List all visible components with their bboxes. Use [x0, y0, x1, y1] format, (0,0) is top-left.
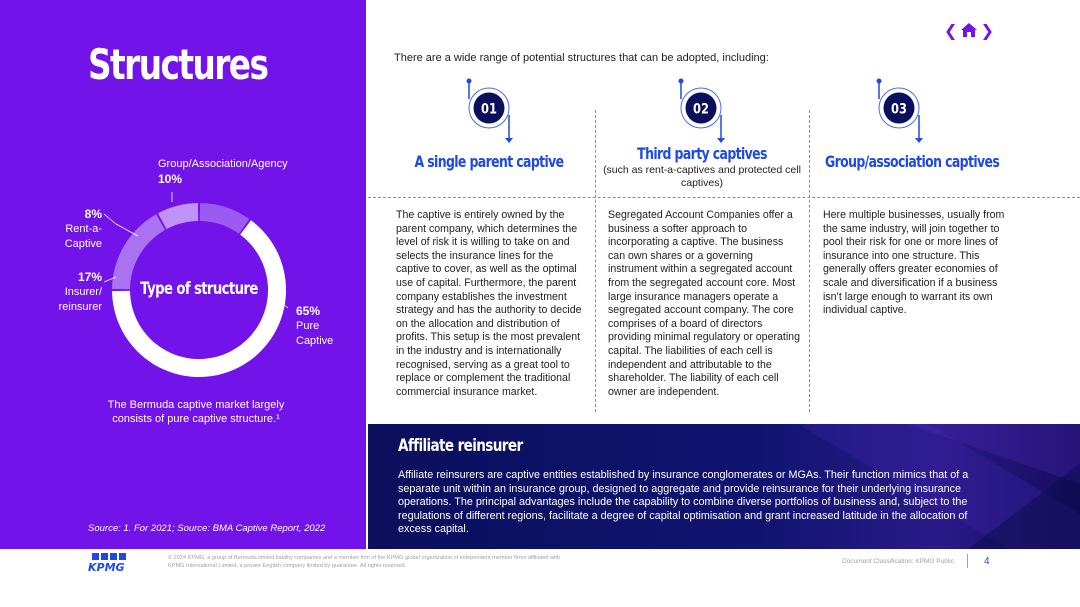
divider-v1: [595, 110, 596, 412]
donut-slice-rent-a-captive: [158, 203, 198, 229]
label-insurer-pct: 17%: [77, 270, 102, 284]
label-rent-name: Rent-a-Captive: [64, 223, 102, 250]
col-1-body: The captive is entirely owned by the parent company, which determines the level of risk it is willing to take on and selects the insurance lines for the captive to cover, as well as the optimal use of capital. Furthermore, the parent company establishes the investment strategy and has the authority to decide on the allocation and distribution of profits. This setup is the most prevalent in the industry and is internationally recognised, serving as a great tool to replace or complement the traditional commercial insurance market.: [396, 209, 582, 398]
home-icon[interactable]: [960, 22, 978, 43]
label-rent-pct: 8%: [84, 207, 102, 221]
footer-classification: Document Classification: KPMG Public: [842, 558, 954, 565]
badge-02: [676, 75, 726, 149]
col-3-title: Group/association captives: [825, 152, 1000, 171]
label-rent: [58, 207, 102, 252]
divider-v2: [809, 110, 810, 412]
label-pure-pct: 65%: [296, 304, 321, 318]
badge-01-number: 01: [481, 101, 497, 118]
badge-02-number: 02: [693, 101, 709, 118]
label-group-pct: 10%: [158, 172, 183, 186]
badge-03-number: 03: [891, 101, 907, 118]
label-pure: [296, 304, 340, 349]
slide-nav: [944, 22, 994, 42]
label-group: [158, 157, 288, 187]
col-2-title: Third party captives: [637, 144, 767, 163]
footer-separator: [967, 554, 968, 568]
col-3-body: Here multiple businesses, usually from the same industry, will join together to pool their risk for one or more lines of insurance into one structure. This generally offers greater economies of scale and diversification if a business isn’t large enough to warrant its own individual captive.: [823, 209, 1005, 317]
col-1-title: A single parent captive: [414, 152, 564, 171]
donut-center-label: Type of structure: [140, 278, 258, 299]
page-title: Structures: [88, 40, 268, 89]
affiliate-title: Affiliate reinsurer: [398, 436, 523, 456]
affiliate-banner: [368, 424, 1080, 549]
intro-text: There are a wide range of potential structures that can be adopted, including:: [394, 52, 769, 64]
leader-rent-2: [116, 224, 138, 236]
chevron-right-icon[interactable]: ❯: [980, 23, 994, 40]
kpmg-logo-text: KPMG: [88, 561, 125, 573]
market-note: The Bermuda captive market largely consists of pure captive structure.¹: [107, 399, 285, 425]
footer-legal: © 2024 KPMG, a group of Bermuda limited liability companies and a member firm of the KPMG global organization of independent member firms affiliated with KPMG International Limited, a private English company limited by guarantee. All rights reserved.: [168, 555, 561, 569]
page-number: 4: [984, 556, 990, 567]
col-2-body: Segregated Account Companies offer a business a softer approach to incorporating a captive. The business can own shares or a governing instrument within a segregated account from the segregated account core. Most large insurance managers operate a segregated account company. The core comprises of a board of directors providing minimal regulatory or operating capital. The liabilities of each cell is independent and attributable to the shareholder. The liability of each cell owner are independent.: [608, 209, 800, 398]
donut-slice-group-association-agency: [200, 203, 249, 234]
label-group-name: Group/Association/Agency: [158, 158, 288, 170]
left-panel: [0, 0, 366, 549]
kpmg-logo: [88, 553, 134, 573]
source-note: Source: 1. For 2021; Source: BMA Captive Report, 2022: [88, 523, 326, 534]
chevron-left-icon[interactable]: ❮: [944, 23, 958, 40]
badge-03: [874, 75, 924, 149]
col-2-subtitle: (such as rent-a-captives and protected cell captives): [603, 164, 801, 189]
label-insurer: [52, 270, 102, 315]
divider-h: [368, 197, 1080, 198]
affiliate-body: Affiliate reinsurers are captive entities established by insurance conglomerates or MGAs. Their function mimics that of a separate unit within an insurance group, designed to aggregate and provide reinsurance for their underlying insurance operations. The principal advantages include the capability to combine diverse portfolios of business and, subject to the regulations of different regions, facilitate a degree of capital optimisation and grant increased latitude in the allocation of excess capital.: [398, 469, 969, 536]
label-insurer-name: Insurer/ reinsurer: [58, 286, 102, 313]
leader-rent: [104, 214, 116, 224]
label-pure-name: Pure Captive: [296, 320, 334, 347]
badge-01: [464, 75, 514, 149]
